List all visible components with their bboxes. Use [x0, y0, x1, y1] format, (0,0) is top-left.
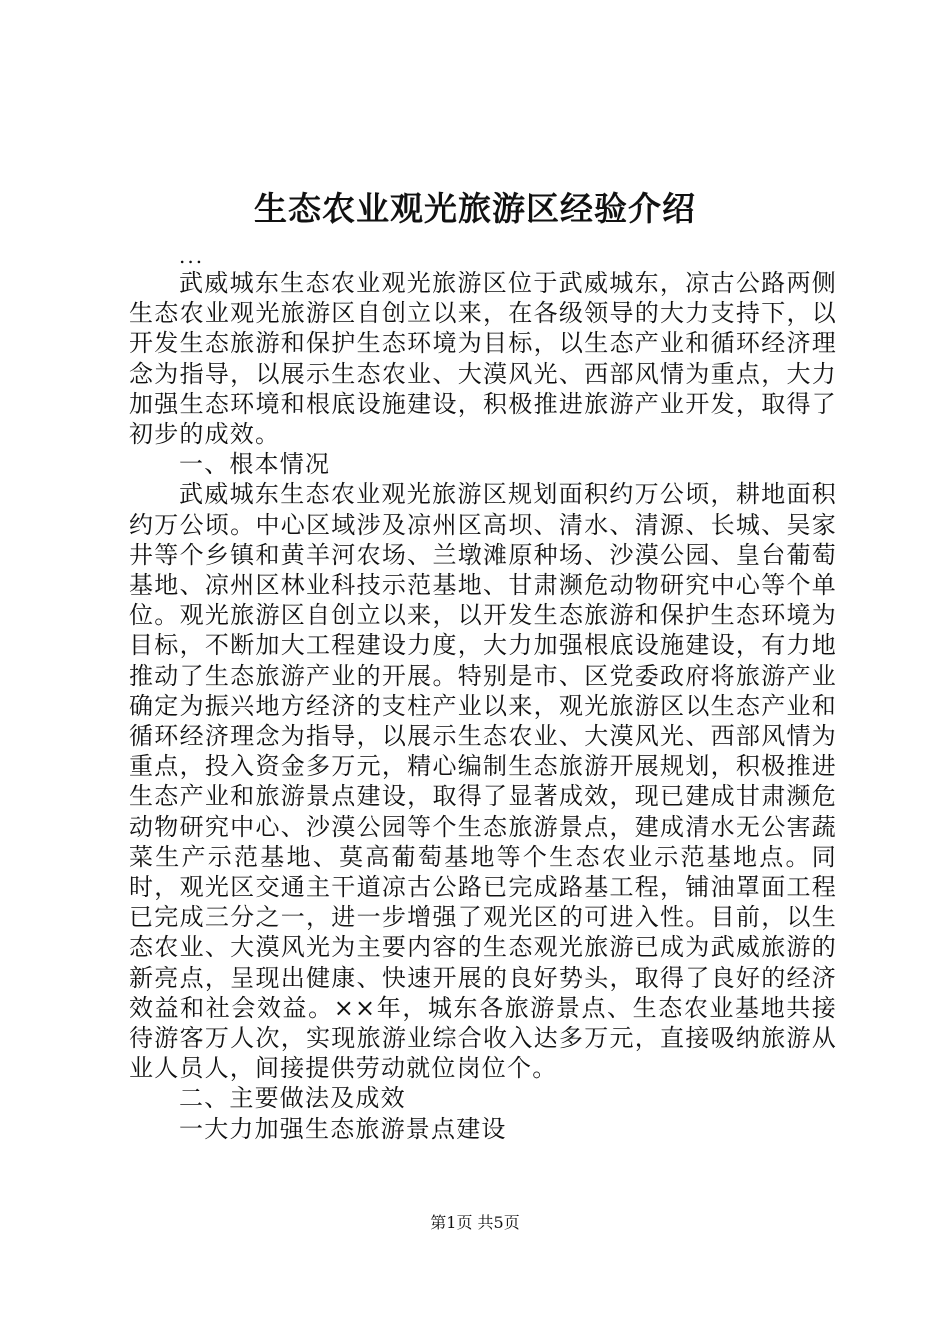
subsection-heading-scenic: 一大力加强生态旅游景点建设: [179, 1114, 507, 1143]
section-heading-practices: 二、主要做法及成效: [179, 1084, 406, 1113]
intro-paragraph: 武威城东生态农业观光旅游区位于武威城东，凉古公路两侧生态农业观光旅游区自创立以来，在各级领导的大力支持下，以开发生态旅游和保护生态环境为目标，以生态产业和循环经济理念为指导，以展示生态农业、大漠风光、西部风情为重点，大力加强生态环境和根底设施建设，积极推进旅游产业开发，取得了初步的成效。: [129, 269, 837, 449]
page-footer: 第1页 共5页: [430, 1213, 520, 1232]
ellipsis-marker: ...: [179, 244, 205, 268]
document-body: [129, 244, 837, 1144]
document-title: 生态农业观光旅游区经验介绍: [254, 189, 696, 228]
section-heading-basic: 一、根本情况: [179, 450, 331, 479]
basic-situation-paragraph: 武威城东生态农业观光旅游区规划面积约万公顷，耕地面积约万公顷。中心区域涉及凉州区高坝、清水、清源、长城、吴家井等个乡镇和黄羊河农场、兰墩滩原种场、沙漠公园、皇台葡萄基地、凉州区林业科技示范基地、甘肃濒危动物研究中心等个单位。观光旅游区自创立以来，以开发生态旅游和保护生态环境为目标，不断加大工程建设力度，大力加强根底设施建设，有力地推动了生态旅游产业的开展。特别是市、区党委政府将旅游产业确定为振兴地方经济的支柱产业以来，观光旅游区以生态产业和循环经济理念为指导，以展示生态农业、大漠风光、西部风情为重点，投入资金多万元，精心编制生态旅游开展规划，积极推进生态产业和旅游景点建设，取得了显著成效，现已建成甘肃濒危动物研究中心、沙漠公园等个生态旅游景点，建成清水无公害蔬菜生产示范基地、莫高葡萄基地等个生态农业示范基地点。同时，观光区交通主干道凉古公路已完成路基工程，铺油罩面工程已完成三分之一，进一步增强了观光区的可进入性。目前，以生态农业、大漠风光为主要内容的生态观光旅游已成为武威旅游的新亮点，呈现出健康、快速开展的良好势头，取得了良好的经济效益和社会效益。××年，城东各旅游景点、生态农业基地共接待游客万人次，实现旅游业综合收入达多万元，直接吸纳旅游从业人员人，间接提供劳动就位岗位个。: [129, 480, 837, 1083]
